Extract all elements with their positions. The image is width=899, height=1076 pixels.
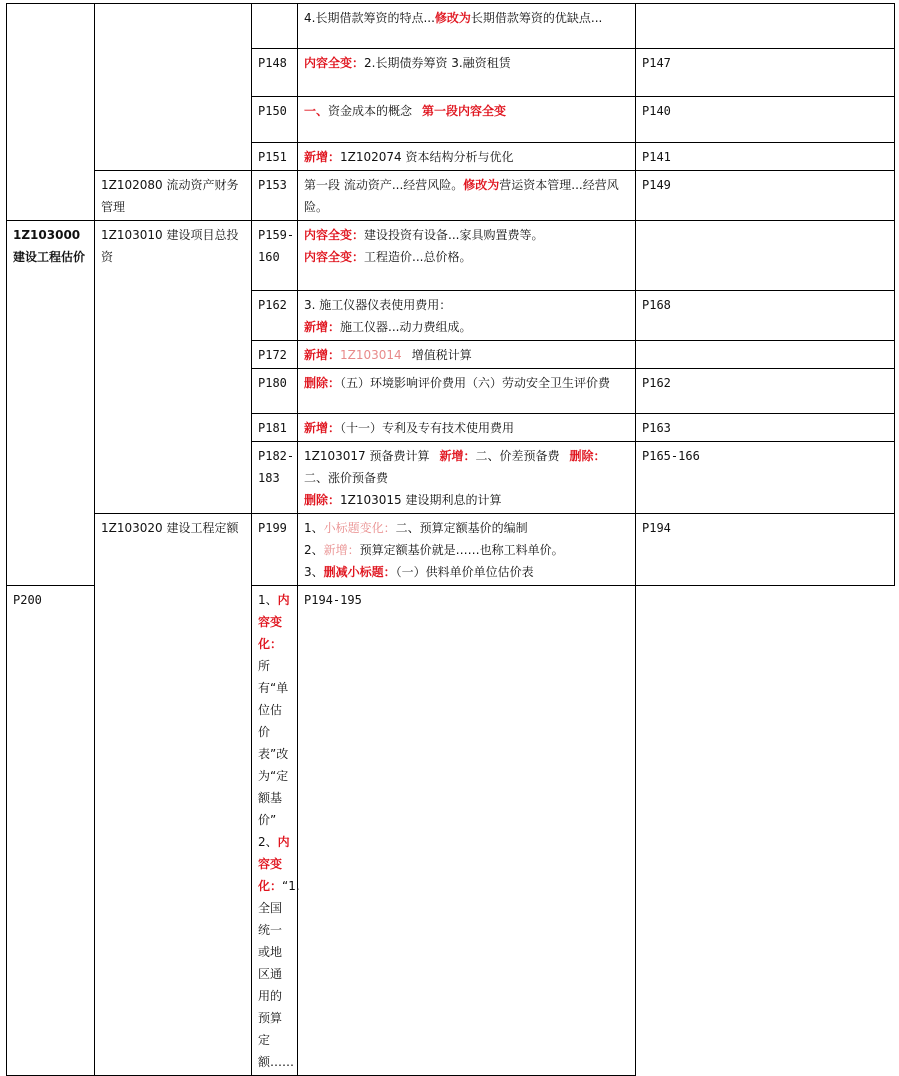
new-page-cell: P199 — [252, 514, 298, 586]
change-mark: 删减小标题： — [323, 565, 396, 579]
old-page-cell: P141 — [636, 143, 895, 171]
change-mark: 内容变化： — [258, 593, 290, 651]
change-content-cell: 1、内容变化：所有“单位估价表”改为“定额基价” 2、内容变化：“1.全国统一或地区通用的预算定额…… — [252, 586, 298, 1076]
new-page-cell: P151 — [252, 143, 298, 171]
new-page-cell: P180 — [252, 369, 298, 414]
new-page-cell: P172 — [252, 341, 298, 369]
old-page-cell: P162 — [636, 369, 895, 414]
table-row — [7, 4, 895, 49]
change-content-cell: 第一段 流动资产...经营风险。修改为营运资本管理...经营风险。 — [298, 171, 636, 221]
table-row — [7, 221, 895, 291]
change-content-cell: 新增：（十一）专利及专有技术使用费用 — [298, 414, 636, 442]
change-content-cell: 一、资金成本的概念 第一段内容全变 — [298, 97, 636, 143]
change-table — [6, 3, 895, 1076]
old-page-cell: P147 — [636, 49, 895, 97]
old-page-cell — [636, 221, 895, 291]
section-cell: 1Z103020 建设工程定额 — [95, 514, 252, 1076]
category-cell: 1Z103000 建设工程估价 — [7, 221, 95, 586]
section-cell-empty — [95, 4, 252, 171]
new-page-cell: P182-183 — [252, 442, 298, 514]
new-page-cell: P153 — [252, 171, 298, 221]
change-content-cell: 删除：（五）环境影响评价费用（六）劳动安全卫生评价费 — [298, 369, 636, 414]
change-mark: 新增： — [304, 320, 341, 334]
change-content-cell: 4.长期借款筹资的特点...修改为长期借款筹资的优缺点... — [298, 4, 636, 49]
change-mark: 新增： — [304, 348, 341, 362]
new-page-cell: P200 — [7, 586, 95, 1076]
change-mark: 新增： — [323, 543, 360, 557]
change-mark: 删除： — [569, 449, 606, 463]
new-page-cell: P162 — [252, 291, 298, 341]
change-mark: 修改为 — [434, 11, 471, 25]
change-mark: 修改为 — [463, 178, 500, 192]
change-mark: 内容全变： — [304, 56, 365, 70]
old-page-cell — [636, 341, 895, 369]
old-page-cell: P149 — [636, 171, 895, 221]
old-page-cell: P140 — [636, 97, 895, 143]
old-page-cell: P165-166 — [636, 442, 895, 514]
change-mark: 删除： — [304, 493, 341, 507]
change-mark: 删除： — [304, 376, 341, 390]
section-cell: 1Z103010 建设项目总投资 — [95, 221, 252, 514]
change-content-cell: 新增：1Z103014 增值税计算 — [298, 341, 636, 369]
change-mark: 新增： — [439, 449, 476, 463]
change-content-cell: 3. 施工仪器仪表使用费用： 新增：施工仪器...动力费组成。 — [298, 291, 636, 341]
table-row — [7, 171, 895, 221]
section-cell: 1Z102080 流动资产财务管理 — [95, 171, 252, 221]
change-mark: 内容全变： — [304, 228, 365, 242]
change-content-cell: 内容全变：建设投资有设备...家具购置费等。 内容全变：工程造价...总价格。 — [298, 221, 636, 291]
change-content-cell: 1Z103017 预备费计算 新增：二、价差预备费 删除： 二、涨价预备费 删除：1Z103015 建设期利息的计算 — [298, 442, 636, 514]
new-page-cell: P148 — [252, 49, 298, 97]
change-mark: 新增： — [304, 421, 341, 435]
old-page-cell: P168 — [636, 291, 895, 341]
new-page-cell: P159-160 — [252, 221, 298, 291]
old-page-cell: P194 — [636, 514, 895, 586]
old-page-cell: P194-195 — [298, 586, 636, 1076]
change-content-cell: 内容全变：2.长期债券筹资 3.融资租赁 — [298, 49, 636, 97]
change-mark: 小标题变化： — [323, 521, 396, 535]
change-mark: 内容变化： — [258, 835, 290, 893]
new-page-cell: P181 — [252, 414, 298, 442]
category-cell-empty — [7, 4, 95, 221]
change-content-cell: 1、小标题变化：二、预算定额基价的编制 2、新增：预算定额基价就是……也称工料单价。 3、删减小标题：（一）供料单价单位估价表 — [298, 514, 636, 586]
new-page-cell — [252, 4, 298, 49]
new-page-cell: P150 — [252, 97, 298, 143]
change-content-cell: 新增：1Z102074 资本结构分析与优化 — [298, 143, 636, 171]
change-mark: 第一段内容全变 — [422, 104, 507, 118]
old-page-cell: P163 — [636, 414, 895, 442]
change-mark: 新增： — [304, 150, 341, 164]
table-row — [7, 514, 895, 586]
old-page-cell — [636, 4, 895, 49]
change-mark: 内容全变： — [304, 250, 365, 264]
